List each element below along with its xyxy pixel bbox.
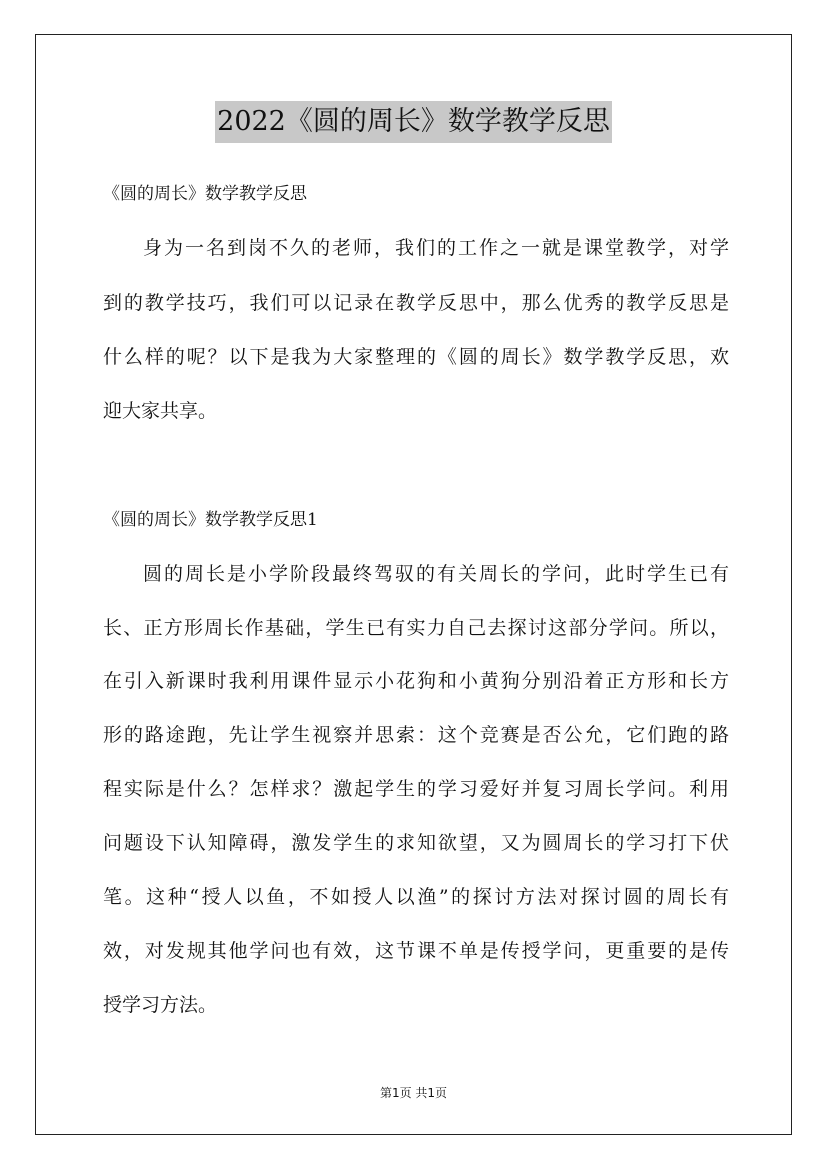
intro-line: 身为一名到岗不久的老师，我们的工作之一就是课堂教学，对学 [143,237,729,259]
subtitle: 《圆的周长》数学教学反思 [103,184,307,204]
body-line: 在引入新课时我利用课件显示小花狗和小黄狗分别沿着正方形和长方 [103,670,729,692]
body-line: 长、正方形周长作基础，学生已有实力自己去探讨这部分学问。所以， [103,617,729,639]
document-title: 2022《圆的周长》数学教学反思 [215,101,612,143]
page-number: 第1页 共1页 [379,1086,448,1100]
body-line: 问题设下认知障碍，激发学生的求知欲望，又为圆周长的学习打下伏 [103,832,729,854]
body-line: 授学习方法。 [103,994,218,1016]
title-container [0,101,827,143]
intro-line: 到的教学技巧，我们可以记录在教学反思中，那么优秀的教学反思是 [103,292,729,314]
body-line: 形的路途跑，先让学生视察并思索：这个竞赛是否公允，它们跑的路 [103,724,729,746]
body-line: 程实际是什么？怎样求？激起学生的学习爱好并复习周长学问。利用 [103,778,729,800]
body-line: 效，对发规其他学问也有效，这节课不单是传授学问，更重要的是传 [103,940,729,962]
section-heading: 《圆的周长》数学教学反思1 [103,510,318,530]
body-line: 笔。这种“授人以鱼，不如授人以渔”的探讨方法对探讨圆的周长有 [103,886,729,908]
intro-line: 迎大家共享。 [103,400,218,422]
intro-line: 什么样的呢？以下是我为大家整理的《圆的周长》数学教学反思，欢 [103,346,729,368]
body-line: 圆的周长是小学阶段最终驾驭的有关周长的学问，此时学生已有 [143,563,729,585]
